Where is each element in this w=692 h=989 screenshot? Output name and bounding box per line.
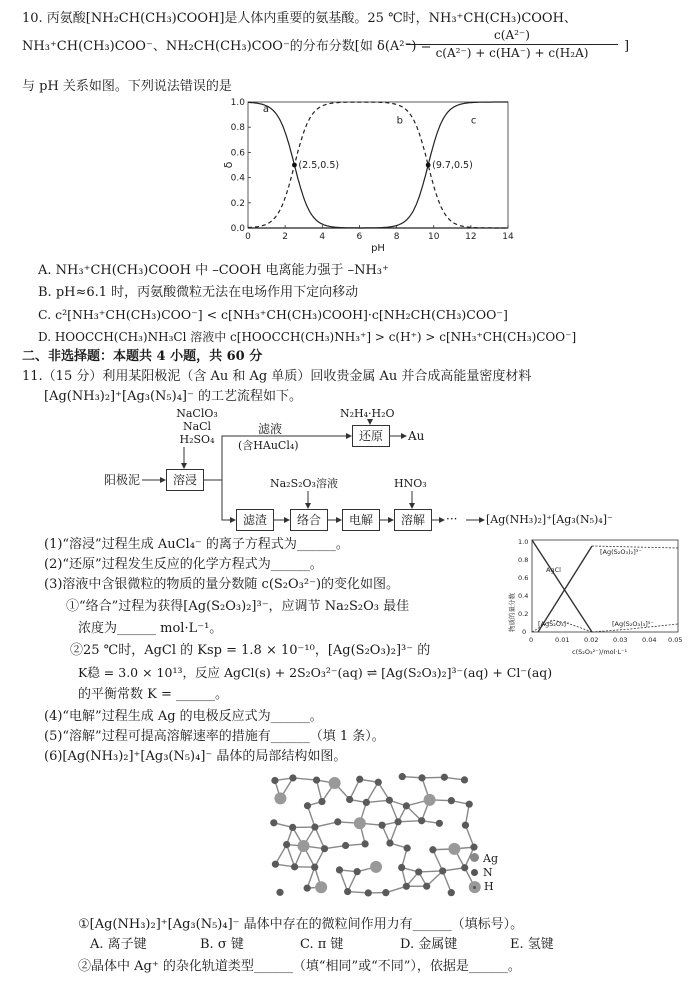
n-atom — [304, 885, 311, 892]
n-atom — [423, 883, 430, 890]
q11-part-6-1: ①[Ag(NH₃)₂]⁺[Ag₃(N₅)₄]⁻ 晶体中存在的微粒间作用力有______（填标号）。 — [78, 917, 524, 932]
small-chart-x-tick-2: 0.02 — [584, 636, 599, 644]
n-atom — [342, 842, 349, 849]
series-b-label: b — [396, 115, 403, 127]
n-atom — [461, 776, 468, 783]
small-chart-xlabel: c(S₂O₃²⁻)/mol·L⁻¹ — [572, 648, 628, 656]
flow-filtrate: 滤液 — [258, 422, 283, 436]
n-atom — [354, 868, 361, 875]
flow-box-reduce: 还原 — [352, 425, 390, 447]
q10-intro-line1: 10. 丙氨酸[NH₂CH(CH₃)COOH]是人体内重要的氨基酸。25 ℃时，NH₃⁺CH(CH₃)COOH、 — [22, 11, 577, 26]
small-chart-label-ag-s2o3-2: [Ag(S₂O₃)₂]³⁻ — [600, 548, 642, 556]
small-chart-x-tick-1: 0.01 — [555, 636, 570, 644]
flow-box-complex: 络合 — [290, 509, 328, 531]
legend-h-label: H — [484, 880, 494, 893]
y-tick-label: 0.8 — [230, 123, 245, 134]
q10-option-c: C. c²[NH₃⁺CH(CH₃)COO⁻] < c[NH₃⁺CH(CH₃)COOH]·c[NH₂CH(CH₃)COO⁻] — [38, 307, 508, 322]
q10-intro-line3: 与 pH 关系如图。下列说法错误的是 — [22, 79, 232, 94]
flow-filtrate-note: (含HAuCl₄) — [238, 439, 299, 452]
n-atom — [403, 802, 410, 809]
q11-part-6-options — [90, 936, 610, 954]
legend-n — [470, 866, 498, 880]
fraction-close-bracket: ] — [624, 39, 630, 54]
n-atom — [448, 889, 455, 896]
h-atom-icon — [473, 886, 476, 889]
ag-atom — [329, 777, 341, 789]
legend-h — [470, 880, 498, 894]
n-atom — [448, 797, 455, 804]
q6-option-b: B. σ 键 — [200, 937, 244, 952]
flow-box-electrolysis: 电解 — [342, 509, 380, 531]
n-atom — [429, 846, 436, 853]
q6-option-c: C. π 键 — [300, 937, 344, 952]
fraction-numerator: c(A²⁻) — [494, 28, 530, 42]
n-atom-icon — [471, 869, 478, 876]
n-atom — [398, 864, 405, 871]
small-chart-x-tick-0: 0 — [529, 636, 534, 644]
n-atom — [362, 840, 369, 847]
ag-atom — [448, 843, 460, 855]
small-chart-y-tick-2: 0.4 — [518, 592, 529, 600]
crossover-point — [426, 163, 431, 168]
n-atom — [289, 824, 296, 831]
x-axis-label: pH — [371, 243, 385, 254]
q10-option-a: A. NH₃⁺CH(CH₃)COOH 中 –COOH 电离能力强于 –NH₃⁺ — [38, 263, 389, 278]
crossover-label: (9.7,0.5) — [432, 160, 473, 171]
q11-part-5: (5)“溶解”过程可提高溶解速率的措施有______（填 1 条）。 — [44, 729, 385, 744]
n-atom — [441, 774, 448, 781]
n-atom — [365, 889, 372, 896]
n-atom — [283, 841, 290, 848]
ag-atom — [315, 881, 327, 893]
legend-n-label: N — [483, 866, 493, 879]
ag-atom — [354, 817, 366, 829]
small-chart-label-agcl: AgCl — [546, 566, 561, 574]
fraction-denominator: c(A²⁻) + c(HA⁻) + c(H₂A) — [435, 46, 589, 60]
n-atom — [386, 797, 393, 804]
flow-ellipsis: ··· — [446, 512, 458, 526]
n-atom — [304, 802, 311, 809]
n-atom — [336, 866, 343, 873]
ag-atom-icon — [470, 853, 479, 862]
x-tick-label: 14 — [502, 232, 514, 242]
flow-hno3: HNO₃ — [394, 477, 427, 490]
n-atom — [394, 818, 401, 825]
q11-part-3: (3)溶液中含银微粒的物质的量分数随 c(S₂O₃²⁻)的变化如图。 — [44, 577, 400, 592]
q11-part-2: (2)“还原”过程发生反应的化学方程式为______。 — [44, 557, 323, 572]
distribution-chart — [220, 96, 520, 256]
n-atom — [386, 839, 393, 846]
ag-atom — [370, 861, 382, 873]
q11-intro-line2: [Ag(NH₃)₂]⁺[Ag₃(N₅)₄]⁻ 的工艺流程如下。 — [44, 389, 302, 404]
n-atom — [378, 822, 385, 829]
y-tick-label: 0.6 — [230, 148, 245, 159]
small-chart-y-tick-3: 0.6 — [518, 574, 529, 582]
x-tick-label: 6 — [356, 232, 363, 242]
small-chart-agcl-curve — [532, 540, 592, 632]
distribution-fraction — [402, 28, 622, 61]
n-atom — [346, 796, 353, 803]
n-atom — [461, 864, 468, 871]
q6-option-a: A. 离子键 — [90, 937, 147, 952]
reagent-nacl: NaCl — [182, 420, 212, 433]
q11-intro-line1: 11.（15 分）利用某阳极泥（含 Au 和 Ag 单质）回收贵金属 Au 并合成高能量密度材料 — [22, 369, 532, 384]
q10-intro-line2: NH₃⁺CH(CH₃)COO⁻、NH₂CH(CH₃)COO⁻的分布分数[如 δ(A²⁻) = — [22, 39, 432, 54]
n-atom — [344, 888, 351, 895]
n-atom — [291, 863, 298, 870]
q10-option-b: B. pH≈6.1 时，丙氨酸微粒无法在电场作用下定向移动 — [38, 285, 359, 300]
y-tick-label: 0.2 — [230, 198, 245, 209]
n-atom — [403, 883, 410, 890]
ag-atom — [298, 840, 310, 852]
q11-part-6: (6)[Ag(NH₃)₂]⁺[Ag₃(N₅)₄]⁻ 晶体的局部结构如图。 — [44, 749, 347, 764]
q11-part-6-2: ②晶体中 Ag⁺ 的杂化轨道类型______（填“相同”或“不同”），依据是______。 — [78, 959, 521, 974]
flow-thiosulfate: Na₂S₂O₃溶液 — [270, 477, 338, 490]
n-atom — [399, 773, 406, 780]
small-chart-ylabel: 物质的量分数 — [508, 593, 516, 632]
n-atom — [466, 801, 473, 808]
q11-part-3-2b: K稳 = 3.0 × 10¹³，反应 AgCl(s) + 2S₂O₃²⁻(aq) ⇌ [Ag(S₂O₃)₂]³⁻(aq) + Cl⁻(aq) — [78, 665, 553, 680]
reagent-naclo3: NaClO₃ — [176, 407, 218, 420]
q11-part-1: (1)“溶浸”过程生成 AuCl₄⁻ 的离子方程式为______。 — [44, 537, 349, 552]
flow-box-residue: 滤渣 — [236, 509, 274, 531]
flow-au-product: Au — [408, 429, 425, 443]
y-tick-label: 1.0 — [230, 98, 245, 108]
series-c-label: c — [470, 115, 477, 127]
q11-part-3-1a: ①“络合”过程为获得[Ag(S₂O₃)₂]³⁻，应调节 Na₂S₂O₃ 最佳 — [66, 599, 410, 614]
n-atom — [313, 776, 320, 783]
n-atom — [363, 799, 370, 806]
x-tick-label: 0 — [245, 232, 251, 242]
q11-part-3-1b: 浓度为______ mol·L⁻¹。 — [78, 621, 223, 636]
small-chart-label-ags2o3: [AgS₂O₃]⁻ — [538, 620, 570, 628]
legend-ag — [470, 852, 498, 866]
flow-box-leach: 溶浸 — [166, 469, 204, 491]
crystal-legend — [470, 852, 498, 894]
process-flow-diagram — [0, 405, 692, 535]
y-axis-label: δ — [222, 161, 235, 169]
crossover-point — [292, 163, 297, 168]
q11-part-3-2a: ②25 ℃时，AgCl 的 Ksp = 1.8 × 10⁻¹⁰，[Ag(S₂O₃)₂]³⁻ 的 — [70, 643, 431, 658]
small-chart-x-tick-5: 0.05 — [668, 636, 683, 644]
n-atom — [436, 820, 443, 827]
n-atom — [470, 844, 477, 851]
x-tick-label: 8 — [393, 232, 400, 242]
x-tick-label: 4 — [319, 232, 326, 242]
n-atom — [462, 822, 469, 829]
flow-box-dissolve: 溶解 — [394, 509, 432, 531]
legend-ag-label: Ag — [483, 852, 498, 865]
species-fraction-chart — [500, 532, 686, 660]
q6-option-e: E. 氢键 — [510, 937, 554, 952]
arrow-leach-to-residue — [222, 480, 235, 520]
n-atom — [356, 776, 363, 783]
small-chart-x-tick-3: 0.03 — [613, 636, 628, 644]
flow-arrows — [0, 405, 692, 535]
n-atom — [276, 889, 283, 896]
q11-part-3-2c: 的平衡常数 K = ______。 — [78, 687, 229, 702]
n-atom — [382, 889, 389, 896]
x-tick-label: 2 — [282, 232, 289, 242]
n-atom — [375, 779, 382, 786]
q11-part-4: (4)“电解”过程生成 Ag 的电极反应式为______。 — [44, 709, 323, 724]
n-atom — [418, 817, 425, 824]
ag-atom — [274, 792, 286, 804]
ag-atom — [424, 794, 436, 806]
small-chart-y-tick-5: 1.0 — [518, 538, 529, 546]
n-atom — [272, 861, 279, 868]
n-atom — [415, 868, 422, 875]
n-atom — [289, 774, 296, 781]
n-atom — [321, 845, 328, 852]
y-tick-label: 0.4 — [230, 173, 245, 184]
n-atom — [271, 777, 278, 784]
q10-option-d: D. HOOCCH(CH₃)NH₃Cl 溶液中 c[HOOCCH(CH₃)NH₃⁺] > c(H⁺) > c[NH₃⁺CH(CH₃)COO⁻] — [38, 330, 577, 344]
n-atom — [270, 819, 277, 826]
arrow-leach-to-reduce — [203, 436, 351, 480]
small-chart-y-tick-1: 0.2 — [518, 610, 529, 618]
n-atom — [418, 774, 425, 781]
n-atom — [404, 845, 411, 852]
small-chart-label-ag-s2o3-3: [Ag(S₂O₃)₃]⁵⁻ — [612, 620, 654, 628]
q6-option-d: D. 金属键 — [400, 937, 458, 952]
x-tick-label: 12 — [465, 232, 477, 242]
n-atom — [334, 818, 341, 825]
crystal-structure — [265, 770, 495, 910]
crossover-label: (2.5,0.5) — [298, 160, 340, 171]
flow-reductant: N₂H₄·H₂O — [340, 407, 395, 420]
n-atom — [318, 798, 325, 805]
small-chart-y-tick-4: 0.8 — [518, 556, 529, 564]
y-tick-label: 0.0 — [230, 224, 245, 234]
series-a-label: a — [262, 104, 269, 116]
reagent-h2so4: H₂SO₄ — [179, 433, 215, 446]
x-tick-label: 10 — [427, 232, 440, 242]
small-chart-x-tick-4: 0.04 — [642, 636, 657, 644]
flow-final-product: [Ag(NH₃)₂]⁺[Ag₃(N₅)₄]⁻ — [486, 513, 613, 526]
n-atom — [311, 823, 318, 830]
n-atom — [311, 864, 318, 871]
small-chart-y-tick-0: 0 — [522, 628, 527, 636]
flow-start-anode-mud: 阳极泥 — [104, 473, 141, 487]
section-2-title: 二、非选择题：本题共 4 小题，共 60 分 — [22, 349, 263, 364]
n-atom — [439, 867, 446, 874]
